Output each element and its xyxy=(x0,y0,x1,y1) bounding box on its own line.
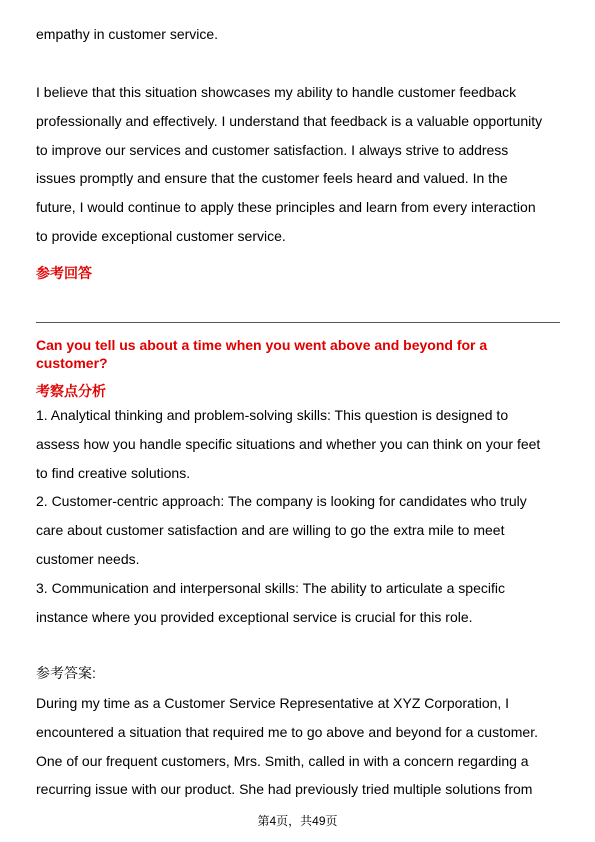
answer-paragraph xyxy=(36,689,560,804)
analysis-line: 2. Customer-centric approach: The company is looking for candidates who truly xyxy=(36,493,527,510)
closing-line: I believe that this situation showcases my ability to handle customer feedback xyxy=(36,84,517,100)
closing-line: to improve our services and customer satisfaction. I always strive to address xyxy=(36,141,509,158)
analysis-list xyxy=(36,401,560,631)
intro-line: empathy in customer service. xyxy=(36,26,219,42)
question-title-line: customer? xyxy=(36,355,108,371)
section-divider xyxy=(36,322,560,323)
page-indicator: 第4页，共49页 xyxy=(257,814,338,828)
page-footer xyxy=(0,812,595,829)
reference-answer-heading: 参考回答 xyxy=(36,265,92,281)
answer-line: One of our frequent customers, Mrs. Smith, called in with a concern regarding a xyxy=(36,752,529,769)
answer-line: recurring issue with our product. She had previously tried multiple solutions from xyxy=(36,781,533,798)
closing-line: to provide exceptional customer service. xyxy=(36,227,286,244)
closing-line: issues promptly and ensure that the customer feels heard and valued. In the xyxy=(36,170,508,187)
analysis-line: care about customer satisfaction and are willing to go the extra mile to meet xyxy=(36,522,505,539)
question-title-line: Can you tell us about a time when you went above and beyond for a xyxy=(36,337,488,353)
question-title xyxy=(36,336,560,372)
closing-line: future, I would continue to apply these principles and learn from every interaction xyxy=(36,199,536,216)
analysis-line: 3. Communication and interpersonal skills: The ability to articulate a specific xyxy=(36,579,505,596)
analysis-line: to find creative solutions. xyxy=(36,464,191,481)
closing-paragraph xyxy=(36,78,560,251)
analysis-line: customer needs. xyxy=(36,550,140,567)
analysis-line: 1. Analytical thinking and problem-solving skills: This question is designed to xyxy=(36,407,509,423)
reference-answer-label: 参考答案: xyxy=(36,665,96,681)
answer-line: During my time as a Customer Service Representative at XYZ Corporation, I xyxy=(36,695,510,711)
analysis-line: assess how you handle specific situations and whether you can think on your feet xyxy=(36,435,541,452)
analysis-line: instance where you provided exceptional service is crucial for this role. xyxy=(36,608,473,625)
analysis-heading: 考察点分析 xyxy=(36,383,106,399)
answer-line: encountered a situation that required me to go above and beyond for a customer. xyxy=(36,723,538,740)
closing-line: professionally and effectively. I understand that feedback is a valuable opportunity xyxy=(36,112,543,129)
